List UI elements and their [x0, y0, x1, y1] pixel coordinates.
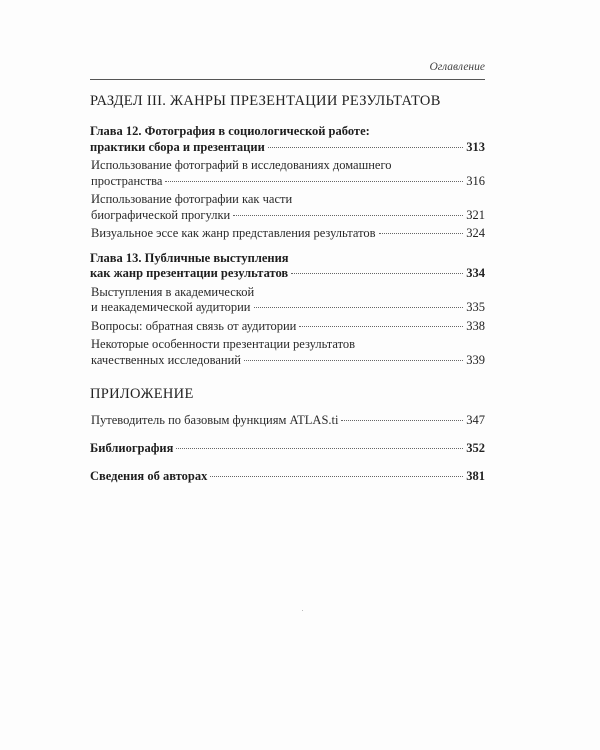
entry-title-line-1: Использование фотографий в исследованиях домашнего [91, 158, 392, 172]
dot-leader [299, 326, 463, 327]
page-number: 339 [466, 352, 485, 367]
toc-entry-chapter-12[interactable] [90, 124, 485, 155]
table-of-contents [90, 92, 485, 485]
entry-title: Визуальное эссе как жанр представления результатов [91, 226, 376, 240]
dot-leader [341, 420, 463, 421]
toc-entry-qualitative-presentation[interactable] [90, 337, 485, 368]
page-number: 347 [466, 413, 485, 427]
toc-entry-atlas-guide[interactable] [90, 413, 485, 429]
page-number: 334 [466, 266, 485, 280]
dot-leader [379, 233, 464, 234]
page-number: 335 [466, 300, 485, 314]
entry-title: Путеводитель по базовым функциям ATLAS.ti [91, 413, 339, 427]
dot-leader [176, 448, 463, 449]
toc-entry-biographical-walk[interactable] [90, 192, 485, 223]
toc-entry-bibliography[interactable] [90, 441, 485, 457]
page-number: 338 [466, 318, 485, 333]
page-number: 321 [466, 207, 485, 222]
toc-entry-audience-questions[interactable] [90, 319, 485, 335]
toc-entry-academic-audience[interactable] [90, 285, 485, 316]
dot-leader [254, 307, 464, 308]
entry-title: Вопросы: обратная связь от аудитории [91, 318, 297, 333]
entry-title-line-2: биографической прогулки [91, 207, 231, 222]
page-number: 381 [466, 469, 485, 483]
section-3-heading: РАЗДЕЛ III. ЖАНРЫ ПРЕЗЕНТАЦИИ РЕЗУЛЬТАТОВ [90, 93, 441, 109]
entry-title-line-2: пространства [91, 173, 163, 188]
appendix-heading: ПРИЛОЖЕНИЕ [90, 386, 194, 402]
entry-title: Библиография [90, 440, 174, 455]
entry-title-line-1: Выступления в академической [91, 284, 255, 299]
toc-entry-visual-essay[interactable] [90, 226, 485, 242]
entry-title-line-1: Использование фотографии как части [91, 192, 293, 206]
chapter-13-title-line-2: как жанр презентации результатов [90, 266, 289, 280]
page-number: 316 [466, 173, 485, 188]
dot-leader [210, 476, 463, 477]
chapter-13-title-line-1: Глава 13. Публичные выступления [90, 250, 289, 265]
toc-entry-chapter-13[interactable] [90, 251, 485, 282]
toc-entry-home-space-photos[interactable] [90, 158, 485, 189]
toc-entry-authors[interactable] [90, 469, 485, 485]
dot-leader [244, 360, 463, 361]
dot-leader [165, 181, 463, 182]
entry-title-line-1: Некоторые особенности презентации результатов [91, 337, 356, 351]
entry-title-line-2: качественных исследований [91, 352, 241, 367]
chapter-12-title-line-1: Глава 12. Фотография в социологической работе: [90, 124, 370, 138]
page-number: 324 [466, 226, 485, 240]
dot-leader [268, 147, 463, 148]
running-head: Оглавление [429, 61, 485, 73]
dot-leader [233, 215, 463, 216]
dot-leader [291, 273, 463, 274]
header-rule [90, 79, 485, 80]
entry-title: Сведения об авторах [90, 469, 208, 483]
paper-speck [302, 610, 303, 611]
entry-title-line-2: и неакадемической аудитории [91, 300, 251, 314]
page-number: 313 [466, 139, 485, 154]
page-number: 352 [466, 440, 485, 455]
chapter-12-title-line-2: практики сбора и презентации [90, 139, 265, 154]
